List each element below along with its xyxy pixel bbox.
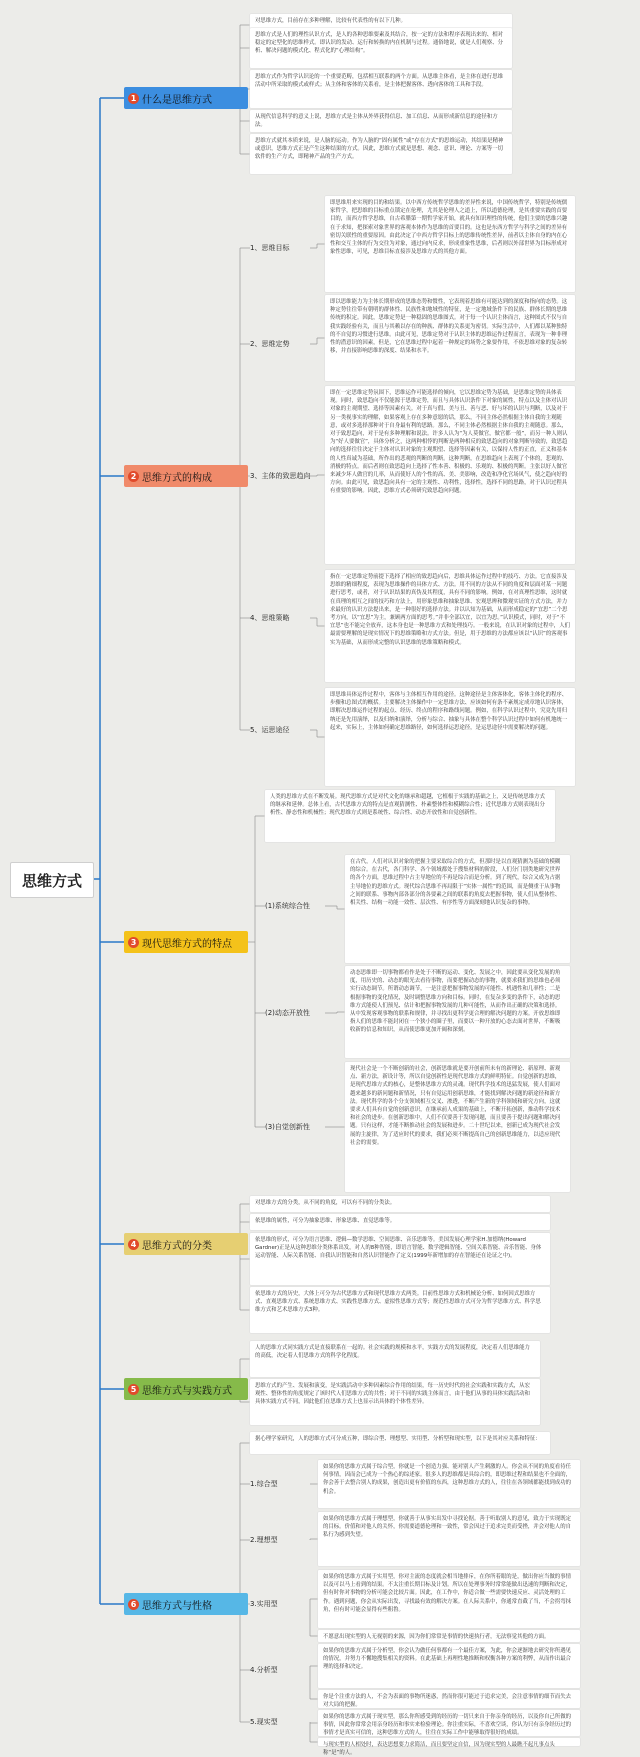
number-badge-icon: 6 — [128, 1599, 139, 1610]
sub-node[interactable]: 2、思维定势 — [250, 340, 290, 348]
sub-node[interactable]: 5、运思途径 — [250, 726, 290, 734]
branch-label: 什么是思维方式 — [142, 94, 212, 106]
note-card: 你是个注重方法的人，不会为表面的事物所迷惑，然而你很可能过于追求完美，会注意事情的细节而失去对大局的把握。 — [318, 1690, 580, 1708]
sub-node[interactable]: 2.理想型 — [250, 1536, 278, 1544]
branch-label: 现代思维方式的特点 — [142, 938, 232, 950]
intro-note: 人类的思维方式在不断发展。现代思维方式是对代文化的继承和超越，它植根于实践的基础之上，又是传统思维方式的继承和延伸。总体上看，古代思维方式的特点是直观猜测性、朴素整体性和模糊综合性；近代思维方式则表现出分析性、静态性和机械性；现代思维方式则是系统性、综合性、动态开放性和自觉创新性。 — [265, 790, 555, 842]
branch-label: 思维方式与实践方式 — [142, 1385, 232, 1397]
intro-note: 据心理学家研究，人的思维方式可分成五种，即综合型、理想型、实用型、分析型和现实型，以下是其对应关系和特征： — [250, 1432, 550, 1454]
note-card: 思维方式是人们的理性认识方式，是人的各种思维要素及其结合，按一定的方法和程序表现出来的、相对稳定的定型化的思维样式。即认识的发动、运行和转换的内在机制与过程。通俗地说，就是人们观察、分析、解决问题的模式化、程式化的“心理结构”。 — [250, 28, 512, 68]
branch-node-2[interactable] — [124, 465, 248, 487]
branch-node-1[interactable] — [124, 87, 248, 109]
sub-node[interactable]: (3)自觉创新性 — [265, 1123, 310, 1131]
sub-node[interactable]: 4、思维策略 — [250, 614, 290, 622]
sub-node[interactable]: (1)系统综合性 — [265, 902, 310, 910]
branch-node-6[interactable] — [124, 1593, 248, 1615]
root-node[interactable]: 思维方式 — [10, 862, 94, 898]
sub-node[interactable]: 1.综合型 — [250, 1480, 278, 1488]
branch-label: 思维方式的构成 — [142, 472, 212, 484]
note-card: 现代社会是一个不断创新的社会，创新思维就是要开创前所未有的新理论、新原理、新观点、新方法，新设计等，所以自觉创新性是现代思维方式的鲜明特征。自觉创新的思维，是现代思维方式的核心，是整体思维方式的灵魂。现代科学技术的迅猛发展，使人们面对越来越多的新问题和新情况，只有自觉运用创新思维，才能找到解决问题的新途径和新方法。现代科学的各个分支领域相互交叉、渗透，不断产生新的学科领域和研究方向，这就要求人们具有自觉的创新意识，在继承前人成果的基础上，不断开拓创新，推动科学技术和社会的进步。在创新思维中，人们不仅要善于发现问题，而且要善于提出问题和解决问题。只有这样，才能不断推动社会的发展和进步。二十世纪以来，创新已成为现代社会发展的主旋律，为了适应时代的要求，我们必须不断提高自己的创新思维能力，以适应现代社会的需要。 — [345, 1062, 570, 1192]
branch-label: 思维方式的分类 — [142, 1240, 212, 1252]
note-card: 对思维方式，目前存在多种理解，比较有代表性的有以下几种。 — [250, 14, 512, 36]
note-card: 依思维方式的历史，大体上可分为古代思维方式和现代思维方式两类。目前性思维方式和机械论分析、如何因式思维方式、直观思维方式、系统思维方式、实践性思维方式、虚拟性思维方式等；规范性思维方式可分为哲学思维方式、科学思维方式和艺术思维方式3种。 — [250, 1287, 550, 1333]
note-card: 即思维用来实现的目的和结果。以中西方传统哲学思维的差异性来说，中国传统哲学，特别是传统儒家哲学，把思维的目标重点锁定在伦理，尤其是伦理人之道上，所以道德伦理，是其重要实践的首要目的，而西方哲学思维，自古希腊第一期哲学家开始，就具有知识理性的传统，他们主要的思维兴趣在于求知，把探索对象世界的客观本体作为思维的首要目的。这也是东西方哲学与科学之间的差异有密切关联性的重要原因。由此决定了中西方哲学目标上的思维传统性差异，前者以主体自身的内在心性和交互主体的行为交往为对象，通过向内反求，形成重象性思维，后者则以外部世界为目标形成对象性思维，可见，思维目标直接涉及思维方式的其他方面。 — [325, 196, 575, 292]
note-card: 在古代，人们对认识对象的把握主要采取综合的方式，但那时是以直观猜测为基础的模糊的综合。在古代，各门科学、各个领域都处于搜集材料的阶段，人们分门别类地研究世界的各个方面，思维过程中占主导地位的不再是综合而是分析。到了现代，综合又成为占据主导地位的思维方式。现代综合思维不再局限于“实体一属性”的范围，而是侧重于从事物之间的联系、事物内部各部分的各要素之间的联系的角度去把握事物，使人们从整体性、相关性、结构一功能一效性、层次性、有序性等方面深刻地认识复杂的事物。 — [345, 855, 570, 963]
number-badge-icon: 1 — [128, 93, 139, 104]
note-card: 指在一定思维定势前提下选择了相应的致思趋向后，思维具体运作过程中的技巧、方法。它直接涉及思维的精细程度，表现为思维操作的具体方式、方法。用不同的方法从不同的角度和层面对某一问题进行思考，或者，对于认识结果的真伪及其程度，具有不同的影响。例如，在对真理性思维，这时就在真理的相互之间的技巧和方法上，用形象思维和抽象思维、宏观思辨和微观实证的方式方法，并力求最好的认识方法提出来，是一种很好的选择方法。并以认知为基础，从而形成稳定的“宜思”二个思考方向，以“宜思”为主，兼顾两方面的思考。”并非全部以宜，以宜为思。”认识模式，同时，对于“不宜思”也不能完全放弃，这本身也是一种思维方式和处理技巧。一般来说，在认识对象的过程中，人们最需要理解的是现实情况下的思维策略和方式方法。但是，用于思维的方法都应该以“认识”的客观事实为基础，从而形成完整的认识思维的思维策略和模式。 — [325, 570, 575, 682]
sub-node[interactable]: 5.现实型 — [250, 1718, 278, 1726]
sub-node[interactable]: 4.分析型 — [250, 1666, 278, 1674]
note-card: 如果你的思维方式属于实用型，你对主流的态度就会相当地排斥，在你所着眼的是，做出你应当做的事情以及可以马上看到的结果。不太注重长期目标及计划。所以在处理事务时常常能做出迅速的判断和决定，但有时你对事物的分析可能会比较片面。因此，在工作中，你适合做一些需要快速反应、灵活处理的工作。遇到问题，你会从实际出发，寻找最有效的解决方案。在人际关系中，你通常直截了当，不会拐弯抹角，但有时可能会显得有些粗鲁。 — [318, 1570, 580, 1628]
sub-node[interactable]: (2)动态开放性 — [265, 1009, 310, 1017]
branch-node-4[interactable] — [124, 1233, 248, 1255]
note-card: 如果你的思维方式属于现实型，那么你所感受到的经历的一切只来自于你亲身的经历，以及你自己所做的事情，因此你常常会用亲身经历和事实来检验理论。你注重实际，不喜欢空谈，你认为只有亲身经历过的事情才是真实可信的，这种思维方式的人，往往在实际工作中能够取得很好的成绩。 — [318, 1710, 580, 1736]
note-card: 与现实型的人相处时，表达思想要力求简洁，而且要坚定自信，因为现实型的人最瞧不起凡事点头称“是”的人。 — [318, 1738, 580, 1746]
sub-node[interactable]: 3.实用型 — [250, 1600, 278, 1608]
note-card: 依思维的形式，可分为语言思维、逻辑—数学思维、空间思维、音乐思维等。美国发展心理学家H.加德纳(Howard Gardner)正是从这种思维分类体系出发，对人的8种智能，即语言智能、数学逻辑智能、空间关系智能、音乐智能、身体运动智能、人际关系智能、自我认识智能和自然认识智能作了定义(1999年新增加的存在智能还在论证之中)。 — [250, 1233, 550, 1285]
sub-node[interactable]: 1、思维目标 — [250, 244, 290, 252]
note-card: 不愿意出现实型的人无视别的来源，因为你们常常是事情的快速执行者，无法察觉其他的方面。 — [318, 1630, 580, 1642]
note-card: 如果你的思维方式属于分析型，你会认为做任何事都有一个最佳方案，为此，你会逐渐地去研究你所遇见的情况，并努力不懈地搜集相关的资料。在此基础上再理性地推断和权衡各种方案的利弊，从而作出最合理的选择和决定。 — [318, 1644, 580, 1688]
note-card: 思维方式的产生、发展和演变，是实践活动中多种因素综合作用的结果，每一历史时代的社会实践和实践方式，从宏观性、整体性的角度规定了该时代人们思维方式的共性；对于不同的实践主体而言，由于他们从事的具体实践活动和具体实践方式不同，因此他们在思维方式上也显示出具体的个体性差异。 — [250, 1379, 540, 1425]
note-card: 动态思维即一切事物都看作是处于不断的运动、变化、发展之中，因此要从变化发展的角度，用历史的、动态的眼光去看待事物，而要把握动态的事物，就要求我们的思维也必须实行动态调节。所谓动态调节，一是注意把握事物发展的可能性、机遇性和几率性；二是根据事物的变化情况，及时调整思维方向和目标。同时，在复杂多变的条件下，动态的思维方式能使人们预见、估计和把握事物发展的几种可能性，从而作出正确的决策和选择。从中发现客观事物的联系和规律，并寻找出更科学更合理的解决问题的方案。开放思维即指人们的思维不能封闭在一个狭小的圈子里，而要以一种开放的心态去面对世界，不断吸收新的信息和知识，从而使思维更加开阔和深刻。 — [345, 966, 570, 1058]
number-badge-icon: 2 — [128, 471, 139, 482]
number-badge-icon: 3 — [128, 937, 139, 948]
note-card: 即以思维能力为主体长期形成的思维态势和惯性，它表现着思维有可能达到的深度和指向的态势。这种定势往往带有朝明的群体性、民族性和地域性的特征，是一定地域条件下的民族、群体长期的思维传统的积定。因此，思维定势是一种稳固的思维图式。对于每一个认识主体而言，这种图式不仅与自我实践经验有关，而且与其赖以存在的种族、群体的关系更为密切。实际生活中，人们都以某种独特的不自觉的习惯进行思维。由此可见，思维定势对于认识主体的思维运作过程而言，表现为一种非理性的潜意识的因素，但是，它在思维过程中起着一种规定的场势之象要作用，不依思维对象的复杂转移，并直接影响思维的深度、结果和水平。 — [325, 295, 575, 381]
note-card: 如果你的思维方式属于综合型，你就是一个创造力强、能对别人产生刺激的人。你会从不同的角度看待任何事情，因而会已成为一个热心的综述家。很多人的思维都是具综合的，即思维过程和结果也不全面的，你会善于去整合别人的成果，创造出更有价值的东西，这种思维方式的人，往往在各领域都能找到成功的机会。 — [318, 1460, 580, 1508]
note-card: 从现代信息科学的意义上说，思维方式是主体从外界获得信息、加工信息、从而形成新信息的途径和方法。 — [250, 110, 512, 132]
number-badge-icon: 4 — [128, 1239, 139, 1250]
note-card: 即在一定思维定势氛围下，思维运作可能选择的倾向，它以思维定势为基础，是思维定势的具体表现。同时，致思趋向不仅能源于思维定势，而且与具体认识条件下对象的属性，特点以及主体对认识对象的主观期望、选择等因素有关。对于真与假、美与丑、善与恶、好与坏的认识与判断，以及对于另一类视事实的理解，如果客观上存在多种意愿的话，那么，不同主体必然根据主体自我的主观随意，或对多选择那种对于自身最有利的思路。那么，不同主体必然根据主体自我的主观随意。那么，对于致思趋向，对于是有多种理解和说法。许多人认为“为人莫做官，做官都一般”，而另一种人则认为“好人要做官”，具体分析之，这两种相悖的判断是两种相反的致思趋向的对象判断导致的，致思趋向的选择往往决定于主体对认识对象的主观期望、选择等因素有关，以保持人性的正直，正义和基本的人性真诚为基础，所作出的悲观的判断的判断。这种判断，在思维趋向上表现了个体的，悲观的、消极的特点。而后者则在致思趋向上选择了性本善、积极的、乐观的、积极的判断。主张以好人做官来减少坏人做官的几率，从而使好人的个性的高、美、美影响，改造和净化官场风气，使之趋向好的方向。由此可见，致思趋向具有一定的主观性、功利性，选择性，选择不同的思路，对于认识过程具有重要的影响。因此，思维方式必须研究致思趋向问题。 — [325, 386, 575, 564]
note-card: 即思维具体运作过程中，客体与主体相互作用的途径。这种途径是主体客体化，客体主体化的程序、步骤和总图式的概括。主要解决主体操作中一定思维方法、应该如何有条不紊规定成章地认识客体，即解决思维运作过程的起点、经历、终点的程序和路线问题。例如，在科学认识过程中，究竟先用归纳还是先用演绎，以及归纳和演绎，分析与综合、抽象与具体在整个科学认识过程中如何有机地统一起来，实际上，主体如何确定思维路径，如何选择运思途径，是运思途径中需要解决的问题。 — [325, 688, 575, 786]
note-card: 人的思维方式同实践方式是直接联系在一起的。社会实践的规模和水平，实践方式的发展程度，决定着人们思维能力的高低，决定着人们思维方式的科学化程度。 — [250, 1341, 540, 1377]
note-card: 思维方式作为哲学认识论的一个重要范畴，包括相互联系的两个方面。从思维主体看，是主体在进行思维活动中所采取的模式或样式；从主体和客体的关系看，是主体把握客体、透向客体的工具和手段。 — [250, 70, 512, 108]
note-card: 如果你的思维方式属于理想型，你就善于从事实出发中寻找论据。善于听取别人的意见，致力于实现既定的目标。价值和对他人的关怀，你需要道德伦理和一致性，常会因过于追求完美而受挫，并会对他人的自私行为感到失望。 — [318, 1512, 580, 1566]
note-card: 依思维的属性，可分为抽象思维、形象思维、直觉思维等。 — [250, 1214, 550, 1230]
branch-node-3[interactable] — [124, 931, 248, 953]
number-badge-icon: 5 — [128, 1384, 139, 1395]
branch-node-5[interactable] — [124, 1378, 248, 1400]
note-card: 对思维方式的分类，从不同的角度，可以有不同的分类法。 — [250, 1196, 550, 1212]
branch-label: 思维方式与性格 — [142, 1600, 212, 1612]
note-card: 思维方式就其本质来说，是人脑的运动。作为人脑的“固有属性”或“存在方式”的思维运动，其结果是精神或意识，思维方式正是产生这种结果的方式。因此，思维方式就是思想、观念、意识、理论、方案等一切软件的生产方式，即精神产品的生产方式。 — [250, 134, 512, 174]
sub-node[interactable]: 3、主体的致思趋向 — [250, 472, 311, 480]
